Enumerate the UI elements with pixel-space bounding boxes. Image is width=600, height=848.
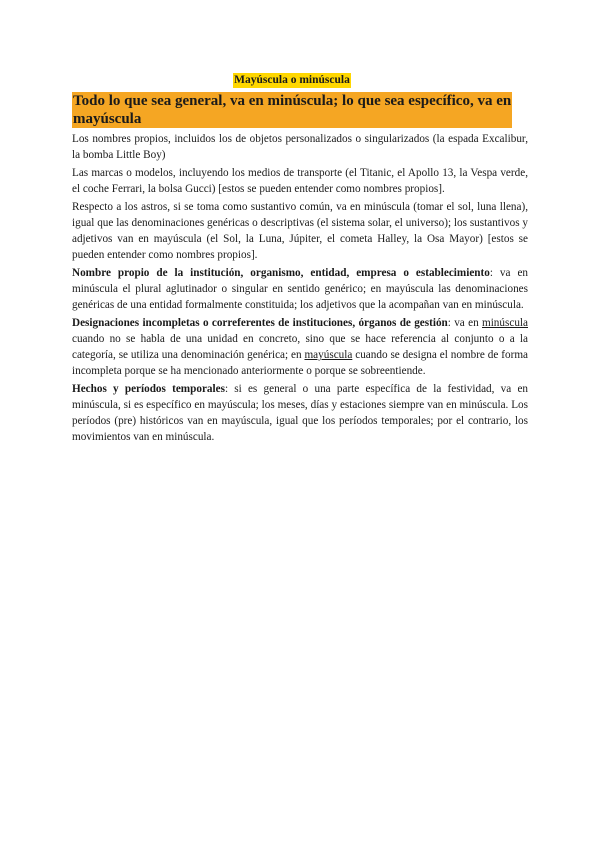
designations-underline-minuscula: minúscula — [482, 317, 528, 329]
temporal-text: : si es general o una parte específica de la festividad, va en minúscula, si es específico en mayúscula; los meses, días y estaciones siempre van en minúscula. Los períodos (pre) históricos van en mayúscula, igual que los períodos temporales; por el contrario, los movimientos van en minúscula. — [72, 383, 529, 443]
paragraph-proper-names: Los nombres propios, incluidos los de objetos personalizados o singularizados (la espada Excalibur, la bomba Little Boy) — [72, 133, 528, 161]
designations-heading: Designaciones incompletas o correferentes de instituciones, órganos de gestión — [72, 317, 448, 329]
designations-text-a: : va en — [447, 317, 482, 329]
paragraph-institutions — [72, 265, 528, 313]
paragraph-brands-models: Las marcas o modelos, incluyendo los medios de transporte (el Titanic, el Apollo 13, la Vespa verde, el coche Ferrari, la bolsa Gucci) [estos se pueden entender como nombres propios]. — [72, 167, 528, 195]
highlighted-headline — [72, 92, 512, 128]
designations-underline-mayuscula: mayúscula — [304, 349, 353, 361]
designations-text-c: cuando se designa el nombre de forma incompleta porque se ha mencionado anteriormente o porque se sobreentiende. — [72, 349, 528, 377]
paragraph-astros: Respecto a los astros, si se toma como sustantivo común, va en minúscula (tomar el sol, luna llena), igual que las denominaciones genéricas o descriptivas (el sistema solar, el universo); los sustantivos y adjetivos van en mayúscula (el Sol, la Luna, Júpiter, el cometa Halley, la Osa Mayor) [estos se pueden entender como nombres propios]. — [72, 201, 528, 261]
headline-line-1: Todo lo que sea general, va en minúscula; lo que sea específico, va en — [73, 93, 512, 109]
title-container — [72, 70, 528, 88]
headline-line-2: mayúscula — [73, 111, 142, 127]
paragraph-temporal-periods — [72, 381, 528, 445]
institutions-heading: Nombre propio de la institución, organismo, entidad, empresa o establecimiento — [72, 267, 490, 279]
temporal-heading: Hechos y períodos temporales — [72, 383, 225, 395]
paragraph-designations — [72, 315, 528, 379]
institutions-text: : va en minúscula el plural aglutinador o singular en sentido genérico; en mayúscula las denominaciones genéricas de una entidad formalmente constituida; los adjetivos que la acompañan van en minúscula. — [72, 267, 529, 311]
page-title: Mayúscula o minúscula — [234, 74, 350, 86]
designations-text-b: cuando no se habla de una unidad en concreto, sino que se hace referencia al conjunto o a la categoría, se utiliza una denominación genérica; en — [72, 333, 528, 361]
document-body — [72, 70, 528, 447]
